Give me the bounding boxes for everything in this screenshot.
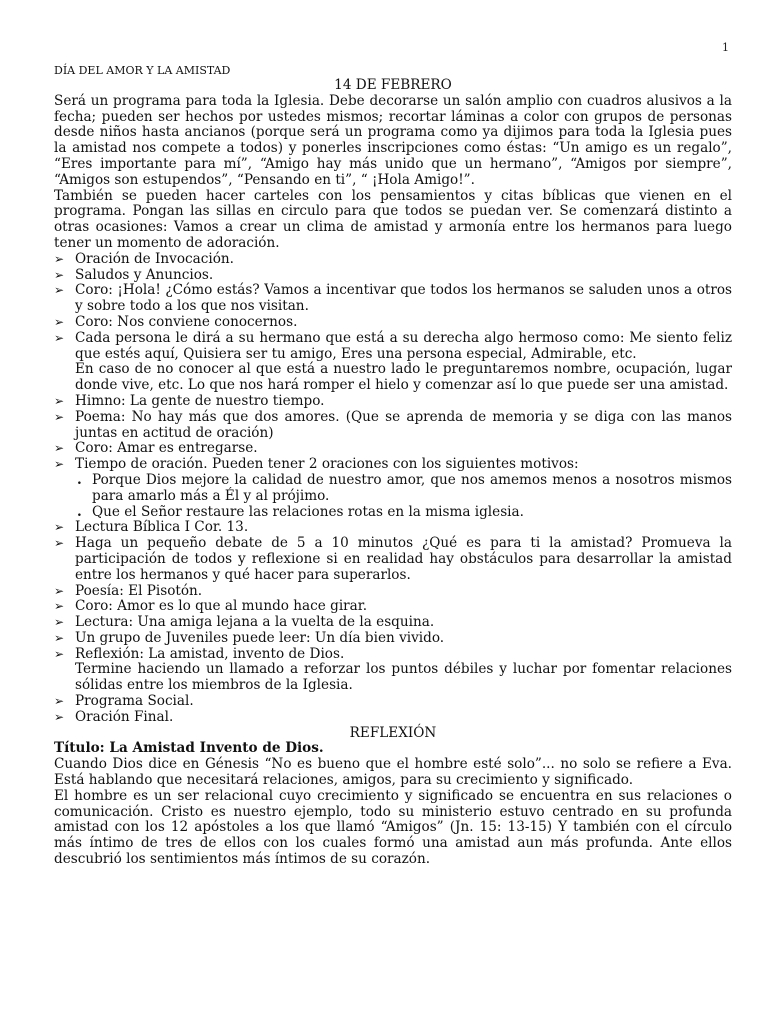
arrowhead-bullet-icon: ➢ [54, 251, 65, 266]
reflection-title: Título: La Amistad Invento de Dios. [54, 740, 324, 757]
list-item: ➢ Tiempo de oración. Pueden tener 2 oraciones con los siguientes motivos: [54, 456, 579, 473]
reflection-paragraph-2: El hombre es un ser relacional cuyo crecimiento y significado se encuentra en sus relaciones o comunicación. Cristo es nuestro ejemplo, todo su ministerio estuvo centrado en su profunda amistad con los 12 apóstoles a los que llamó “Amigos” (Jn. 15: 13-15) Y también con el círculo más íntimo de tres de ellos con los cuales formó una amistad aun más profunda. Ante ellos descubrió los sentimientos más íntimos de su corazón. [54, 787, 732, 868]
list-item: ➢ Lectura Bíblica I Cor. 13. [54, 519, 249, 536]
prayer-motive-1: . Porque Dios mejore la calidad de nuestro amor, que nos amemos menos a nosotros mismos para amarlo más a Él y al prójimo. [77, 471, 732, 504]
document-page [54, 40, 732, 868]
list-item-continuation: En caso de no conocer al que está a nuestro lado le preguntaremos nombre, ocupación, lugar donde vive, etc. Lo que nos hará romper el hielo y comenzar así lo que puede ser una amistad. [75, 361, 732, 394]
intro-paragraph-1: Será un programa para toda la Iglesia. Debe decorarse un salón amplio con cuadros alusivos a la fecha; pueden ser hechos por ustedes mismos; recortar láminas a color con grupos de personas desde niños hasta ancianos (porque será un programa como ya dijimos para toda la Iglesia pues la amistad nos compete a todos) y ponerles inscripciones como éstas: “Un amigo es un regalo”, “Eres importante para mí”, “Amigo hay más unido que un hermano”, “Amigos por siempre”, “Amigos son estupendos”, “Pensando en ti”, “ ¡Hola Amigo!”. [54, 92, 732, 188]
arrowhead-bullet-icon: ➢ [54, 441, 65, 456]
arrowhead-bullet-icon: ➢ [54, 330, 65, 345]
program-list [54, 252, 732, 726]
dot-bullet-icon: . [77, 503, 82, 520]
list-item: ➢ Un grupo de Juveniles puede leer: Un día bien vivido. [54, 629, 445, 646]
arrowhead-bullet-icon: ➢ [54, 283, 65, 298]
list-item: ➢ Oración Final. [54, 708, 174, 725]
prayer-motive-2: . Que el Señor restaure las relaciones rotas en la misma iglesia. [77, 503, 524, 520]
arrowhead-bullet-icon: ➢ [54, 583, 65, 598]
list-item: ➢ Lectura: Una amiga lejana a la vuelta de la esquina. [54, 614, 435, 631]
arrowhead-bullet-icon: ➢ [54, 630, 65, 645]
list-item: ➢ Haga un pequeño debate de 5 a 10 minutos ¿Qué es para ti la amistad? Promueva la participación de todos y reflexione si en realidad hay obstáculos para desarrollar la amistad entre los hermanos y qué hacer para superarlos. [54, 535, 732, 583]
reflection-heading: REFLEXIÓN [349, 724, 437, 741]
reflection-paragraph-1: Cuando Dios dice en Génesis “No es bueno que el hombre esté solo”... no solo se refiere a Eva. Está hablando que necesitará relaciones, amigos, para su crecimiento y significado. [54, 756, 732, 789]
list-item: ➢ Coro: ¡Hola! ¿Cómo estás? Vamos a incentivar que todos los hermanos se saluden unos a otros y sobre todo a los que nos visitan. [54, 282, 732, 315]
arrowhead-bullet-icon: ➢ [54, 267, 65, 282]
list-item: ➢ Himno: La gente de nuestro tiempo. [54, 392, 325, 409]
arrowhead-bullet-icon: ➢ [54, 457, 65, 472]
list-item: ➢ Poesía: El Pisotón. [54, 582, 203, 599]
page-number: 1 [722, 41, 729, 54]
document-date: 14 DE FEBRERO [334, 77, 452, 93]
document-header: DÍA DEL AMOR Y LA AMISTAD [54, 64, 231, 77]
arrowhead-bullet-icon: ➢ [54, 520, 65, 535]
arrowhead-bullet-icon: ➢ [54, 615, 65, 630]
arrowhead-bullet-icon: ➢ [54, 536, 65, 551]
list-item-continuation: Termine haciendo un llamado a reforzar los puntos débiles y luchar por fomentar relaciones sólidas entre los miembros de la Iglesia. [75, 661, 732, 694]
list-item: ➢ Coro: Amar es entregarse. [54, 440, 258, 457]
list-item: ➢ Reflexión: La amistad, invento de Dios. [54, 645, 345, 662]
intro-paragraph-2: También se pueden hacer carteles con los pensamientos y citas bíblicas que vienen en el programa. Pongan las sillas en circulo para que todos se puedan ver. Se comenzará distinto a otras ocasiones: Vamos a crear un clima de amistad y armonía entre los hermanos para luego tener un momento de adoración. [54, 187, 732, 251]
list-item: ➢ Saludos y Anuncios. [54, 266, 214, 283]
arrowhead-bullet-icon: ➢ [54, 694, 65, 709]
arrowhead-bullet-icon: ➢ [54, 599, 65, 614]
list-item: ➢ Coro: Nos conviene conocernos. [54, 313, 298, 330]
list-item: ➢ Cada persona le dirá a su hermano que está a su derecha algo hermoso como: Me siento feliz que estés aquí, Quisiera ser tu amigo, Eres una persona especial, Admirable, etc. [54, 329, 732, 362]
arrowhead-bullet-icon: ➢ [54, 646, 65, 661]
dot-bullet-icon: . [77, 471, 82, 488]
arrowhead-bullet-icon: ➢ [54, 709, 65, 724]
list-item: ➢ Oración de Invocación. [54, 250, 234, 267]
arrowhead-bullet-icon: ➢ [54, 314, 65, 329]
list-item: ➢ Coro: Amor es lo que al mundo hace girar. [54, 598, 368, 615]
list-item: ➢ Poema: No hay más que dos amores. (Que se aprenda de memoria y se diga con las manos juntas en actitud de oración) [54, 408, 732, 441]
arrowhead-bullet-icon: ➢ [54, 409, 65, 424]
list-item: ➢ Programa Social. [54, 693, 194, 710]
arrowhead-bullet-icon: ➢ [54, 393, 65, 408]
